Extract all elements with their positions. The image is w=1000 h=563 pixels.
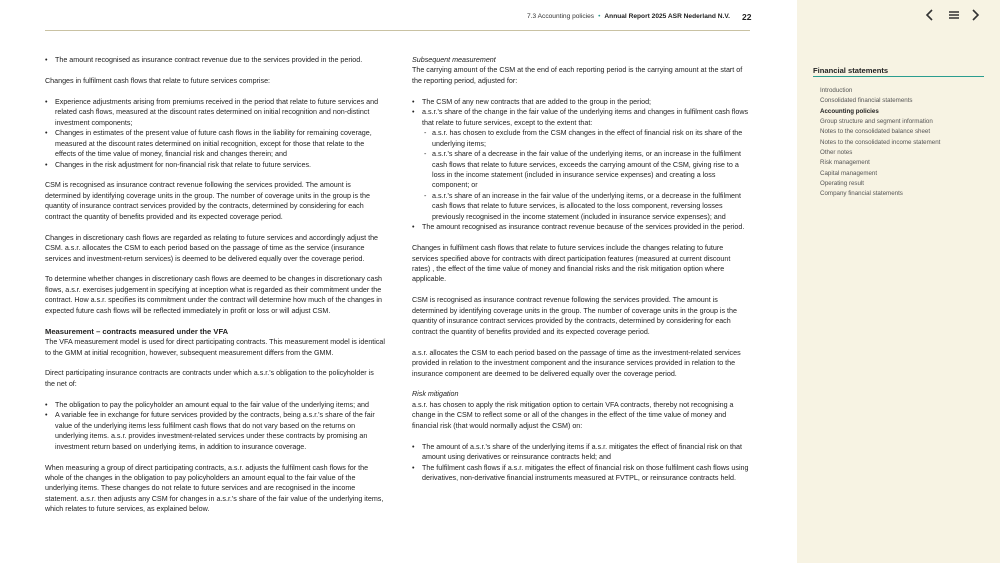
sidebar-item-risk-management[interactable]: Risk management: [820, 159, 870, 167]
bullet-list: [45, 400, 385, 452]
left-column: [45, 55, 385, 525]
subsection-heading: Subsequent measurement: [412, 56, 496, 64]
chevron-right-icon[interactable]: [970, 9, 980, 24]
sub-list-item: - a.s.r. has chosen to exclude from the CSM changes in the effect of financial risk on its share of the underlying items;: [432, 128, 750, 149]
page-header: [527, 12, 752, 22]
list-item: • The obligation to pay the policyholder an amount equal to the fair value of the underlying items; and: [55, 400, 385, 410]
sidebar-item-introduction[interactable]: Introduction: [820, 87, 853, 94]
paragraph: Changes in discretionary cash flows are regarded as relating to future services and accordingly adjust the CSM. a.s.r. allocates the CSM to each period based on the passage of time as the service (insurance services and investment-return services) is deemed to be delivered equally over the coverage period.: [45, 233, 379, 263]
list-item: • Changes in the risk adjustment for non-financial risk that relate to future services.: [55, 160, 385, 170]
list-item-text: a.s.r.'s share of the change in the fair value of the underlying items and changes in fulfilment cash flows that relate to future services, except to the extent that:: [422, 108, 749, 127]
sub-list: [422, 128, 750, 222]
sidebar-item-group-structure-and-segment-information[interactable]: Group structure and segment information: [820, 118, 933, 126]
paragraph: CSM is recognised as insurance contract revenue following the services provided. The amount is determined by identifying coverage units in the group. The number of coverage units in the group is the quantity of insurance contract services provided by the contracts, determined by considering for each contract the quantity of benefits provided and its expected coverage period.: [412, 296, 737, 336]
list-item: • Experience adjustments arising from premiums received in the period that relate to future services and related cash flows, measured at the discount rates determined on initial recognition and non-distinct investment components;: [55, 97, 385, 128]
bullet-list: [412, 97, 750, 233]
header-section: 7.3 Accounting policies: [527, 13, 595, 20]
paragraph: Changes in fulfilment cash flows that relate to future services include the changes relating to future services specified above for contracts with direct participation features (measured at current discount rates) , the effect of the time value of money and financial risks and the risk mitigation option where applicable.: [412, 244, 731, 284]
list-item: • Changes in estimates of the present value of future cash flows in the liability for remaining coverage, measured at the discount rates determined on initial recognition, except for those that relate to the effects of the time value of money, financial risk and changes therein; and: [55, 128, 385, 159]
sidebar: [797, 0, 1000, 563]
paragraph: Changes in fulfilment cash flows that relate to future services comprise:: [45, 76, 271, 85]
list-item: • The amount of a.s.r.'s share of the underlying items if a.s.r. mitigates the effect of financial risk on that amount using derivatives or reinsurance contracts held; and: [422, 442, 750, 463]
list-item: • The amount recognised as insurance contract revenue because of the services provided in the period.: [422, 222, 750, 232]
paragraph: The carrying amount of the CSM at the end of each reporting period is the carrying amount at the start of the reporting period, adjusted for:: [412, 66, 743, 85]
list-item: • The amount recognised as insurance contract revenue due to the services provided in the period.: [55, 55, 385, 65]
sidebar-item-other-notes[interactable]: Other notes: [820, 149, 853, 157]
bullet-list: [412, 442, 750, 484]
paragraph: CSM is recognised as insurance contract revenue following the services provided. The amount is determined by identifying coverage units in the group. The number of coverage units in the group is the quantity of insurance contract services provided by the contracts, determined by considering for each contract the quantity of benefits provided and its expected coverage period.: [45, 181, 370, 221]
sidebar-title: Financial statements: [813, 66, 889, 75]
bullet-list: [45, 55, 385, 65]
header-rule: [45, 30, 750, 31]
section-heading: Measurement – contracts measured under the VFA: [45, 326, 229, 336]
list-item: [422, 107, 750, 222]
sidebar-item-operating-result[interactable]: Operating result: [820, 180, 865, 188]
sidebar-item-consolidated-financial-statements[interactable]: Consolidated financial statements: [820, 97, 913, 105]
right-column: [412, 55, 750, 494]
paragraph: a.s.r. has chosen to apply the risk mitigation option to certain VFA contracts, thereby not recognising a change in the CSM to reflect some or all of the changes in the effect of the time value of money and financial risk (that would normally adjust the CSM) on:: [412, 400, 734, 430]
sidebar-item-notes-to-the-consolidated-income-statement[interactable]: Notes to the consolidated income statement: [820, 138, 941, 146]
list-item: • The CSM of any new contracts that are added to the group in the period;: [422, 97, 750, 107]
paragraph: Direct participating insurance contracts are contracts under which a.s.r.'s obligation to the policyholder is the net of:: [45, 369, 374, 388]
paragraph: When measuring a group of direct participating contracts, a.s.r. adjusts the fulfilment cash flows for the whole of the changes in the obligation to pay policyholders an amount equal to the fair value of the underlying items. These changes do not relate to future services and are recognised in the income statement. a.s.r. then adjusts any CSM for changes in a.s.r.'s share of the fair value of the underlying items, which relates to future services, as explained below.: [45, 463, 384, 514]
paragraph: The VFA measurement model is used for direct participating contracts. This measurement model is identical to the GMM at initial recognition, however, subsequent measurement differs from the GMM.: [45, 338, 385, 357]
subsection-heading: Risk mitigation: [412, 390, 459, 399]
header-report-title: Annual Report 2025 ASR Nederland N.V.: [604, 13, 730, 20]
bullet-list: [45, 97, 385, 170]
sidebar-item-notes-to-the-consolidated-balance-sheet[interactable]: Notes to the consolidated balance sheet: [820, 128, 931, 136]
list-item: • A variable fee in exchange for future services provided by the contracts, being a.s.r.'s share of the fair value of the underlying items less fulfilment cash flows that do not vary based on the returns on underlying items. a.s.r. provides investment-related services under these contracts by promising an investment return based on underlying items, in addition to insurance coverage.: [55, 410, 385, 452]
sidebar-item-company-financial-statements[interactable]: Company financial statements: [820, 190, 903, 198]
sub-list-item: - a.s.r.'s share of a decrease in the fair value of the underlying items, or an increase in the fulfilment cash flows that relate to future services, exceeds the carrying amount of the CSM, giving rise to a loss in the income statement (included in insurance service expenses) and creating a loss component; or: [432, 149, 750, 191]
menu-icon[interactable]: [948, 9, 960, 24]
sidebar-item-capital-management[interactable]: Capital management: [820, 169, 878, 177]
page-number: 22: [742, 12, 752, 22]
chevron-left-icon[interactable]: [925, 9, 935, 24]
paragraph: a.s.r. allocates the CSM to each period based on the passage of time as the investment-related services provided in relation to the investment component and the insurance services provided in relation to the insurance component are deemed to be delivered equally over the coverage period.: [412, 348, 741, 378]
header-dot: •: [598, 13, 601, 20]
list-item: • The fulfilment cash flows if a.s.r. mitigates the effect of financial risk on those fulfilment cash flows using derivatives, non-derivative financial instruments measured at FVTPL, or reinsurance contracts held.: [422, 463, 750, 484]
paragraph: To determine whether changes in discretionary cash flows are deemed to be changes in discretionary cash flows, a.s.r. exercises judgement in specifying at inception what is regarded as their commitment under the contract. How a.s.r. specifies its commitment under the contract will determine how much of the changes in expected future cash flows will be reflected immediately in profit or loss or will adjust CSM.: [45, 275, 382, 315]
sidebar-item-accounting-policies[interactable]: Accounting policies: [820, 107, 879, 115]
sub-list-item: - a.s.r.'s share of an increase in the fair value of the underlying items, or a decrease in the fulfilment cash flows that relate to future services, is allocated to the loss component, reversing losses previously recognised in the income statement (included in insurance service expenses); and: [432, 191, 750, 222]
sidebar-title-rule: [813, 76, 984, 77]
sidebar-nav-list: [820, 86, 940, 200]
